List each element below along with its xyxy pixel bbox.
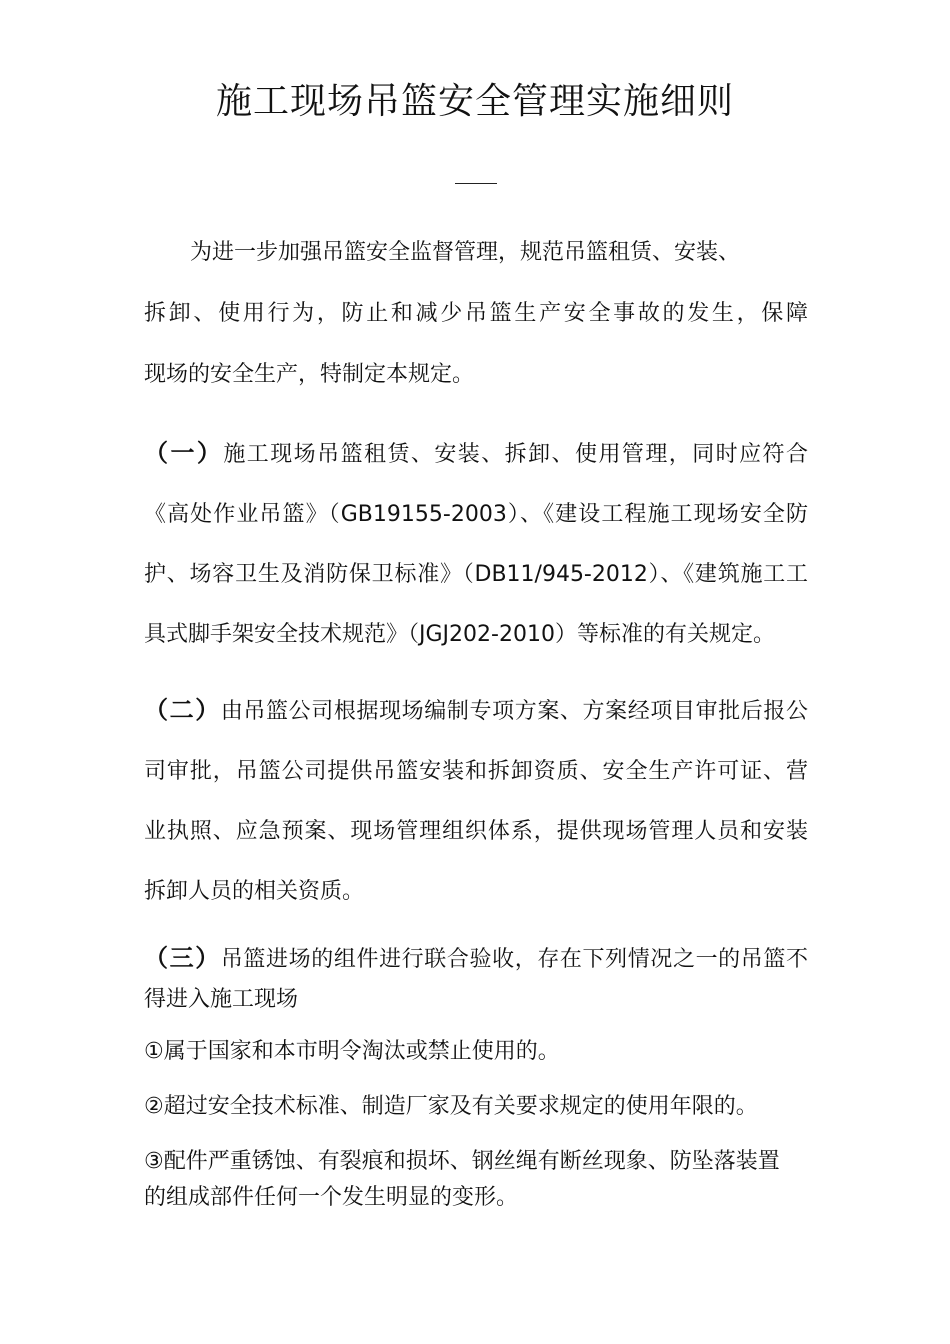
section-text: 施工现场吊篮租赁、安装、拆卸、使用管理，同时应符合: [223, 442, 808, 467]
section-number: （一）: [144, 439, 224, 467]
condition-item: [144, 1144, 808, 1216]
condition-item: [144, 1089, 808, 1125]
document-title: 施工现场吊篮安全管理实施细则: [215, 81, 734, 122]
section-3: [144, 938, 808, 1020]
condition-line: ①属于国家和本市明令淘汰或禁止使用的。: [144, 1039, 560, 1064]
section-first-line: [144, 680, 808, 742]
section-first-line: [144, 423, 808, 485]
section-line: 《高处作业吊篮》（GB19155-2003）、《建设工程施工现场安全防: [144, 502, 808, 527]
intro-line: 为进一步加强吊篮安全监督管理，规范吊篮租赁、安装、: [190, 240, 741, 265]
condition-line: ③配件严重锈蚀、有裂痕和损坏、钢丝绳有断丝现象、防坠落装置: [144, 1149, 780, 1174]
section-first-line: [144, 938, 808, 980]
intro-line: 现场的安全生产，特制定本规定。: [144, 362, 475, 387]
intro-line: 拆卸、使用行为，防止和减少吊篮生产安全事故的发生，保障: [144, 301, 808, 326]
section-line: 得进入施工现场: [144, 987, 299, 1012]
section-number: （二）: [144, 696, 221, 724]
condition-line: ②超过安全技术标准、制造厂家及有关要求规定的使用年限的。: [144, 1094, 758, 1119]
section-line: 拆卸人员的相关资质。: [144, 879, 365, 904]
condition-line: 的组成部件任何一个发生明显的变形。: [144, 1185, 519, 1210]
section-1: [144, 423, 808, 665]
section-line: 护、场容卫生及消防保卫标准》（DB11/945-2012）、《建筑施工工: [144, 562, 808, 587]
section-line: 司审批，吊篮公司提供吊篮安装和拆卸资质、安全生产许可证、营: [144, 759, 808, 784]
condition-list: [144, 1034, 808, 1216]
section-2: [144, 680, 808, 922]
section-text: 吊篮进场的组件进行联合验收，存在下列情况之一的吊篮不: [220, 947, 808, 972]
section-number: （三）: [144, 944, 221, 972]
title-divider: [455, 183, 497, 184]
section-text: 由吊篮公司根据现场编制专项方案、方案经项目审批后报公: [220, 699, 808, 724]
intro-paragraph: [144, 222, 808, 405]
section-line: 具式脚手架安全技术规范》（JGJ202-2010）等标准的有关规定。: [144, 622, 775, 647]
condition-item: [144, 1034, 808, 1070]
section-line: 业执照、应急预案、现场管理组织体系，提供现场管理人员和安装: [144, 819, 808, 844]
